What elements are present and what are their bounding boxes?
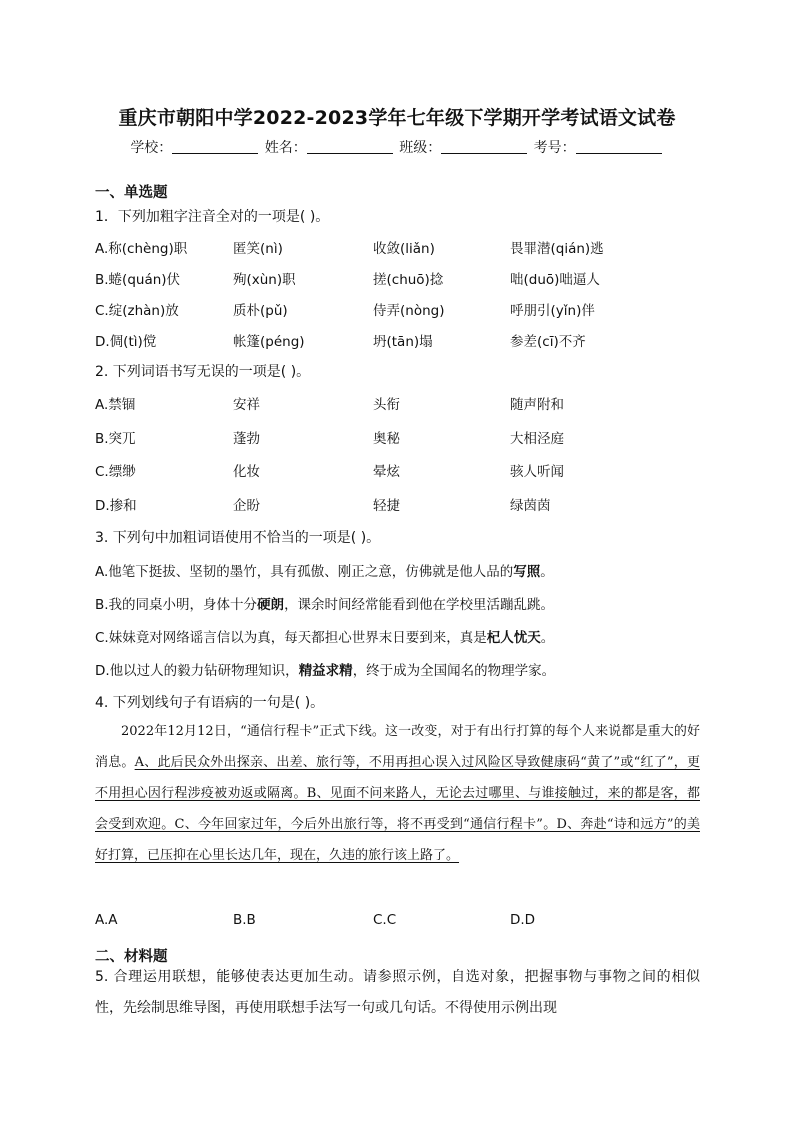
q3-option-c-pre: C.妹妹竟对网络谣言信以为真，每天都担心世界末日要到来，真是 [95,630,487,646]
q3-option-b [95,593,554,613]
number-label: 考号： [533,140,576,156]
q2-option-d-4: 绿茵茵 [510,498,551,514]
q3-option-c-emphasis: 杞人忧天 [486,630,541,646]
q3-option-d-emphasis: 精益求精 [298,663,353,679]
q3-option-b-pre: B.我的同桌小明，身体十分 [95,597,258,613]
q2-option-a-4: 随声附和 [510,397,564,413]
q4-option-a: A.A [95,912,118,928]
student-info-line [0,137,794,157]
q1-option-a-1: A.称(chèng)职 [95,241,188,257]
q4-passage-intro: 2022年12月12日，“通信行程卡”正式下线。这一改变，对于有出行打算的每个人来说都是重大的好消息。 [95,724,700,770]
q1-option-b-4: 咄(duō)咄逼人 [510,272,600,288]
q2-option-a-1: A.禁锢 [95,397,136,413]
q2-option-c-4: 骇人听闻 [510,464,564,480]
q2-option-b-4: 大相泾庭 [510,431,564,447]
q2-option-a-3: 头衔 [373,397,400,413]
number-blank[interactable] [576,139,662,154]
q2-option-d-1: D.掺和 [95,498,137,514]
q1-option-a-4: 畏罪潜(qián)逃 [510,241,604,257]
q3-option-c-post: 。 [540,630,555,646]
question-3-stem: 3. 下列句中加粗词语使用不恰当的一项是( )。 [95,530,381,546]
q1-option-d-4: 参差(cī)不齐 [510,334,586,350]
q2-option-c-1: C.缥缈 [95,464,136,480]
q1-option-c-2: 质朴(pǔ) [233,303,288,319]
q2-option-b-3: 奥秘 [373,431,400,447]
section-heading-material: 二、材料题 [95,949,168,965]
class-blank[interactable] [441,139,527,154]
q1-option-d-2: 帐篷(péng) [233,334,305,350]
q3-option-a-pre: A.他笔下挺拔、坚韧的墨竹，具有孤傲、刚正之意，仿佛就是他人品的 [95,564,514,580]
question-5-text: 5. 合理运用联想，能够使表达更加生动。请参照示例，自选对象，把握事物与事物之间的相似性，先绘制思维导图，再使用联想手法写一句或几句话。不得使用示例出现 [95,969,700,1016]
school-label: 学校： [130,140,173,156]
section-heading-single-choice: 一、单选题 [95,185,168,201]
question-2-stem: 2. 下列词语书写无误的一项是( )。 [95,364,311,380]
q1-option-a-3: 收敛(liǎn) [373,241,435,257]
q3-option-d [95,659,555,679]
q2-option-c-2: 化妆 [233,464,260,480]
q3-option-b-emphasis: 硬朗 [257,597,285,613]
q1-option-a-2: 匿笑(nì) [233,241,283,257]
name-blank[interactable] [307,139,393,154]
q1-option-d-1: D.倜(tì)傥 [95,334,157,350]
q3-option-d-pre: D.他以过人的毅力钻研物理知识， [95,663,299,679]
q1-option-b-2: 殉(xùn)职 [233,272,296,288]
q4-option-c: C.C [373,912,397,928]
question-4-stem: 4. 下列划线句子有语病的一句是( )。 [95,695,325,711]
q1-option-c-4: 呼朋引(yǐn)伴 [510,303,595,319]
q4-passage [95,716,700,871]
q3-option-a-post: 。 [540,564,554,580]
q3-option-c [95,626,554,646]
q2-option-b-2: 蓬勃 [233,431,260,447]
school-blank[interactable] [172,139,258,154]
q3-option-a [95,560,554,580]
name-label: 姓名： [264,140,307,156]
q2-option-a-2: 安祥 [233,397,260,413]
q3-option-a-emphasis: 写照 [513,564,541,580]
class-label: 班级： [399,140,442,156]
q1-option-d-3: 坍(tān)塌 [373,334,433,350]
q1-option-b-1: B.蜷(quán)伏 [95,272,181,288]
q1-option-b-3: 搓(chuō)捻 [373,272,444,288]
q4-passage-underlined: A、此后民众外出探亲、出差、旅行等，不用再担心误入过风险区导致健康码“黄了”或“红了”，更不用担心因行程涉疫被劝返或隔离。B、见面不问来路人，无论去过哪里、与谁接触过，来的都是客，都会受到欢迎。C、今年回家过年，今后外出旅行等，将不再受到“通信行程卡”。D、奔赴“诗和远方”的美好打算，已压抑在心里长达几年，现在，久违的旅行该上路了。 [95,755,700,863]
q2-option-c-3: 晕炫 [373,464,400,480]
exam-title: 重庆市朝阳中学2022-2023学年七年级下学期开学考试语文试卷 [118,107,676,129]
q3-option-d-post: ，终于成为全国闻名的物理学家。 [352,663,556,679]
question-1-stem: 1．下列加粗字注音全对的一项是( )。 [95,209,330,225]
q4-option-b: B.B [233,912,256,928]
q1-option-c-1: C.绽(zhàn)放 [95,303,179,319]
q1-option-c-3: 侍弄(nòng) [373,303,445,319]
q2-option-d-2: 企盼 [233,498,260,514]
q2-option-b-1: B.突兀 [95,431,136,447]
q4-option-d: D.D [510,912,536,928]
q3-option-b-post: ，课余时间经常能看到他在学校里活蹦乱跳。 [284,597,555,613]
q2-option-d-3: 轻捷 [373,498,400,514]
